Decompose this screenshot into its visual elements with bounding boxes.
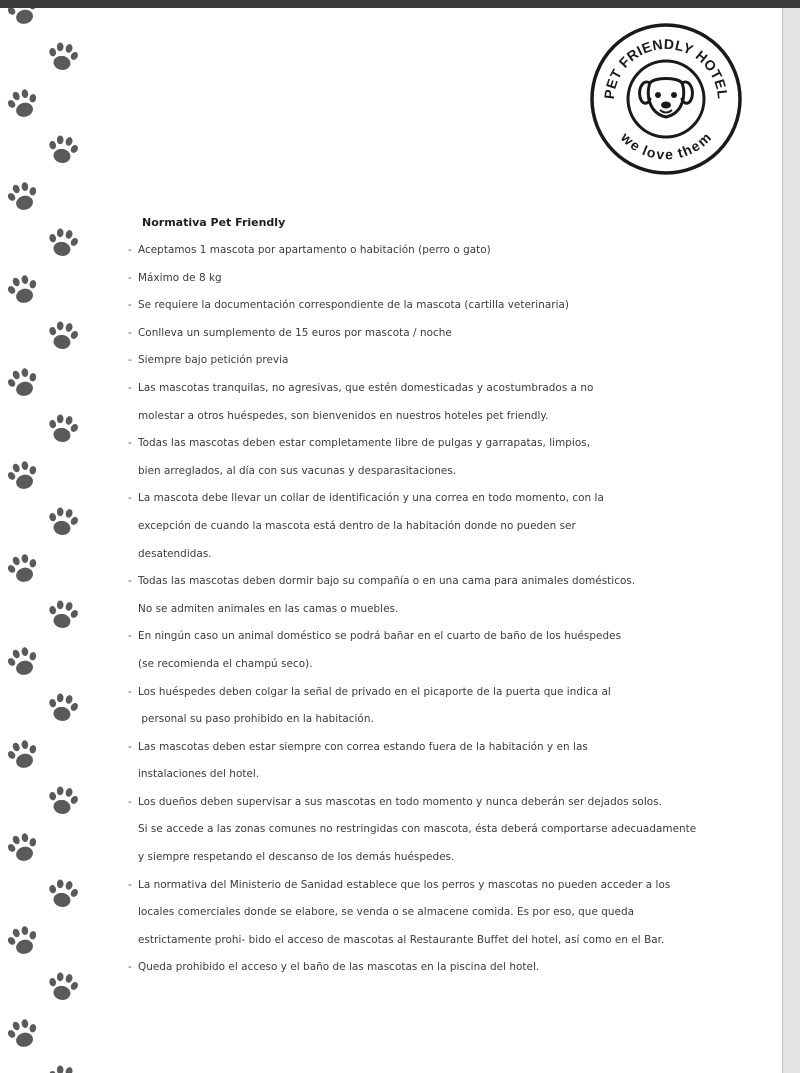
rule-text: locales comerciales donde se elabore, se venda o se almacene comida. Es por eso, que queda — [138, 906, 635, 919]
viewer-right-gutter — [783, 8, 800, 1073]
rule-continuation — [128, 927, 778, 955]
bullet-dash: - — [128, 381, 132, 394]
rule-text: personal su paso prohibido en la habitación. — [138, 713, 374, 726]
bullet-dash: - — [128, 437, 132, 450]
document-body — [128, 209, 778, 982]
rule-text: Todas las mascotas deben estar completamente libre de pulgas y garrapatas, limpios, — [138, 437, 591, 450]
paw-print-icon — [43, 874, 82, 913]
bullet-dash: - — [128, 354, 132, 367]
rules-list — [128, 237, 778, 982]
rule-item — [128, 320, 778, 348]
rule-item — [128, 485, 778, 513]
rule-item — [128, 954, 778, 982]
logo-bottom-text: we love them — [617, 129, 715, 163]
rule-item — [128, 265, 778, 293]
rule-text: Los dueños deben supervisar a sus mascotas en todo momento y nunca deberán ser dejados solos. — [138, 795, 662, 808]
bullet-dash: - — [128, 630, 132, 643]
bullet-dash: - — [128, 271, 132, 284]
rule-text: No se admiten animales en las camas o muebles. — [138, 602, 399, 615]
rule-continuation — [128, 706, 778, 734]
paw-print-icon — [43, 781, 82, 820]
rule-item — [128, 568, 778, 596]
paw-print-icon — [43, 595, 82, 634]
rule-item — [128, 679, 778, 707]
rule-item — [128, 734, 778, 762]
bullet-dash: - — [128, 492, 132, 505]
bullet-dash: - — [128, 795, 132, 808]
paw-print-icon — [2, 362, 44, 404]
rule-continuation — [128, 458, 778, 486]
paw-print-icon — [2, 83, 44, 125]
paw-print-icon — [2, 548, 44, 590]
logo-badge-icon — [588, 21, 744, 177]
viewer-top-bar — [0, 0, 800, 8]
rule-continuation — [128, 513, 778, 541]
rule-continuation — [128, 844, 778, 872]
rule-continuation — [128, 899, 778, 927]
rule-text: Los huéspedes deben colgar la señal de privado en el picaporte de la puerta que indica al — [138, 685, 611, 698]
bullet-dash: - — [128, 961, 132, 974]
paw-print-icon — [2, 176, 44, 218]
rule-item — [128, 789, 778, 817]
rule-continuation — [128, 651, 778, 679]
rule-text: molestar a otros huéspedes, son bienvenidos en nuestros hoteles pet friendly. — [138, 409, 549, 422]
rule-continuation — [128, 596, 778, 624]
rule-item — [128, 872, 778, 900]
paw-print-icon — [2, 827, 44, 869]
rule-item — [128, 375, 778, 403]
paw-print-icon — [43, 688, 82, 727]
paw-print-icon — [43, 409, 82, 448]
bullet-dash: - — [128, 740, 132, 753]
rule-text: La normativa del Ministerio de Sanidad establece que los perros y mascotas no pueden acceder a los — [138, 878, 671, 891]
paw-print-icon — [2, 641, 44, 683]
rule-text: La mascota debe llevar un collar de identificación y una correa en todo momento, con la — [138, 492, 604, 505]
paw-print-icon — [2, 8, 44, 32]
rule-text: Si se accede a las zonas comunes no restringidas con mascota, ésta deberá comportarse adecuadamente — [138, 823, 697, 836]
pet-friendly-hotel-logo — [588, 21, 744, 177]
document-heading: Normativa Pet Friendly — [142, 216, 286, 229]
rule-text: Conlleva un sumplemento de 15 euros por mascota / noche — [138, 326, 452, 339]
paw-print-icon — [43, 223, 82, 262]
rule-item — [128, 623, 778, 651]
bullet-dash: - — [128, 299, 132, 312]
paw-print-border — [0, 8, 100, 1073]
rule-item — [128, 292, 778, 320]
paw-print-icon — [2, 734, 44, 776]
rule-text: Se requiere la documentación correspondiente de la mascota (cartilla veterinaria) — [138, 299, 570, 312]
rule-continuation — [128, 541, 778, 569]
paw-print-icon — [43, 37, 82, 76]
rule-text: Queda prohibido el acceso y el baño de las mascotas en la piscina del hotel. — [138, 961, 540, 974]
document-page — [0, 8, 783, 1073]
rule-text: Las mascotas deben estar siempre con correa estando fuera de la habitación y en las — [138, 740, 588, 753]
bullet-dash: - — [128, 685, 132, 698]
rule-text: y siempre respetando el descanso de los demás huéspedes. — [138, 851, 455, 864]
paw-print-icon — [43, 967, 82, 1006]
paw-print-icon — [2, 455, 44, 497]
rule-item — [128, 347, 778, 375]
rule-text: excepción de cuando la mascota está dentro de la habitación donde no pueden ser — [138, 519, 576, 532]
paw-print-icon — [43, 316, 82, 355]
rule-text: Las mascotas tranquilas, no agresivas, que estén domesticadas y acostumbrados a no — [138, 381, 594, 394]
paw-print-icon — [43, 502, 82, 541]
rule-text: instalaciones del hotel. — [138, 768, 260, 781]
rule-item — [128, 237, 778, 265]
bullet-dash: - — [128, 244, 132, 256]
rule-text: bien arreglados, al día con sus vacunas y desparasitaciones. — [138, 464, 457, 477]
paw-print-icon — [2, 920, 44, 962]
rule-item — [128, 430, 778, 458]
rule-continuation — [128, 761, 778, 789]
bullet-dash: - — [128, 326, 132, 339]
rule-text: (se recomienda el champú seco). — [138, 657, 313, 670]
rule-continuation — [128, 403, 778, 431]
logo-top-text: PET FRIENDLY HOTEL — [600, 35, 732, 100]
rule-text: Todas las mascotas deben dormir bajo su compañía o en una cama para animales domésticos. — [138, 575, 636, 588]
paw-print-icon — [2, 269, 44, 311]
paw-print-icon — [43, 130, 82, 169]
paw-print-icon — [43, 1060, 82, 1073]
rule-text: estrictamente prohi- bido el acceso de mascotas al Restaurante Buffet del hotel, así como en el Bar. — [138, 933, 665, 946]
bullet-dash: - — [128, 878, 132, 891]
rule-text: Aceptamos 1 mascota por apartamento o habitación (perro o gato) — [138, 244, 491, 256]
rule-text: Máximo de 8 kg — [138, 271, 222, 284]
dog-face-icon — [640, 79, 693, 118]
rule-text: En ningún caso un animal doméstico se podrá bañar en el cuarto de baño de los huéspedes — [138, 630, 622, 643]
rule-text: Siempre bajo petición previa — [138, 354, 289, 367]
bullet-dash: - — [128, 575, 132, 588]
rule-text: desatendidas. — [138, 547, 212, 560]
paw-print-icon — [2, 1013, 44, 1055]
rule-continuation — [128, 816, 778, 844]
